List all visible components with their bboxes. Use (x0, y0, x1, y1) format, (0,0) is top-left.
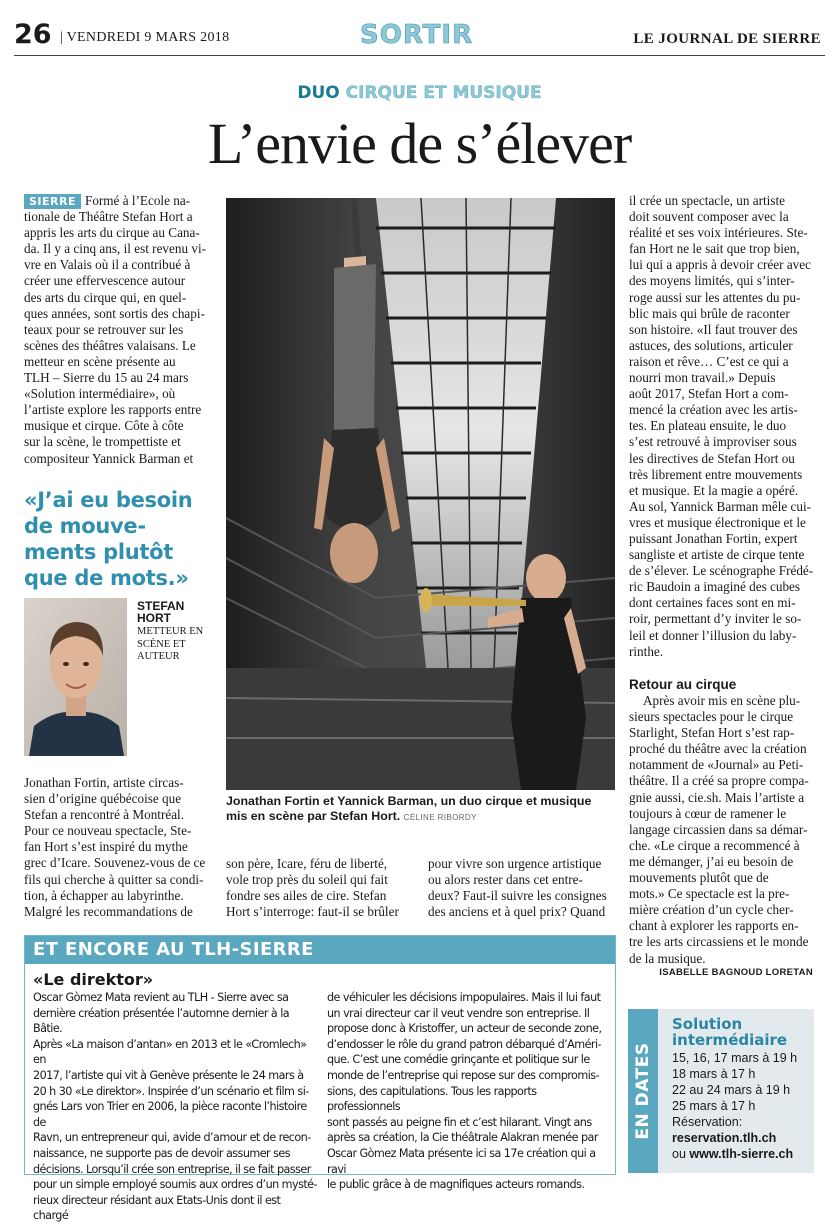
date-line: 18 mars à 17 h (672, 1067, 756, 1081)
body-line: Stefan a rencontré à Montréal. (24, 807, 185, 823)
body-line: des arts du cirque qui, en quel- (24, 289, 187, 305)
photo-caption (226, 794, 615, 825)
quote-line: ments plutôt (24, 540, 174, 564)
publication-name: LE JOURNAL DE SIERRE (633, 31, 821, 47)
reservation-link-alt: ou www.tlh-sierre.ch (672, 1147, 794, 1161)
body-line: tion, à échapper au labyrinthe. (24, 887, 184, 903)
body-line: toujours à cœur de ramener le (629, 805, 787, 821)
body-line: gnie aussi, cie.sh. Mais l’artiste a (629, 789, 805, 805)
body-line: sieurs spectacles pour le cirque (629, 709, 794, 725)
body-line: et musique. Et la magie a opéré. (629, 482, 799, 498)
article-column-1-continued (24, 775, 213, 920)
body-line: gnés Lars von Trier en 2006, la pièce raconte l’histoire de (33, 1100, 307, 1129)
body-line: proché du théâtre avec la création (629, 741, 807, 757)
body-line: l’artiste explore les rapports entre (24, 402, 202, 418)
body-line: mots.» Ce spectacle est la pre- (629, 886, 790, 902)
body-line: mencé la création avec les artis- (629, 402, 798, 418)
body-line: puissant Jonathan Fortin, expert (629, 530, 798, 546)
body-line: le public grâce à de magnifiques acteurs romands. (327, 1178, 585, 1192)
body-line: août 2017, Stefan Hort a com- (629, 386, 789, 402)
body-line: Oscar Gòmez Mata revient au TLH - Sierre avec sa (33, 991, 289, 1004)
body-line: leil et donner l’illusion du laby- (629, 627, 797, 643)
body-line: Hort s’interroge: faut-il se brûler (226, 904, 399, 920)
kicker-lead: DUO (297, 83, 340, 103)
body-line: tes. En plateau ensuite, le duo (629, 418, 787, 434)
body-line: rinthe. (629, 643, 664, 659)
quote-line: que de mots.» (24, 566, 189, 590)
body-line: tre les arts circassiens et le monde (629, 934, 809, 950)
body-line: musique et cirque. Côte à côte (24, 418, 184, 434)
body-line: teaux pour se retrouver sur les (24, 321, 184, 337)
body-line: «Solution intermédiaire», où (24, 386, 176, 402)
body-line: ou alors rester dans cet entre- (428, 872, 583, 888)
body-line: Starlight, Stefan Hort s’est rap- (629, 725, 795, 741)
body-line: les directives de Stefan Hort ou (629, 450, 795, 466)
body-line: me démanger, j’ai eu besoin de (629, 853, 794, 869)
body-line: che. «Le cirque a recommencé à (629, 837, 800, 853)
article-column-1 (24, 193, 213, 467)
caption-text: Jonathan Fortin et Yannick Barman, un duo cirque et musique mis en scène par Stefan Hort. (226, 794, 592, 823)
body-line: grec d’Icare. Souvenez-vous de ce (24, 855, 206, 871)
body-line: Au sol, Yannick Barman mêle cui- (629, 498, 812, 514)
body-line: deux? Faut-il suivre les consignes (428, 888, 607, 904)
date-line: 15, 16, 17 mars à 19 h (672, 1051, 798, 1065)
article-column-3 (428, 856, 615, 920)
article-column-4-continued (629, 693, 816, 967)
body-line: 2017, l’artiste qui vit à Genève présente le 24 mars à (33, 1068, 304, 1082)
body-line: réalité et ses voix intérieures. Ste- (629, 225, 808, 241)
body-line: monde de l’entreprise qui repose sur des compromis- (327, 1068, 600, 1082)
body-line: mouvements plutôt que de (629, 870, 769, 886)
headline: L’envie de s’élever (207, 111, 632, 176)
body-line: rieux directeur résidant aux Etats-Unis dont il est chargé (33, 1193, 281, 1223)
quote-line: «J’ai eu besoin (24, 488, 193, 512)
body-line: ques années, sont sortis des chapi- (24, 305, 205, 321)
body-line: TLH – Sierre du 15 au 24 mars (24, 370, 189, 386)
body-line: lui qui a appris à devoir créer avec (629, 257, 811, 273)
body-line: dont certaines faces sont en mi- (629, 595, 796, 611)
body-line: de s’élever. Le scénographe Frédé- (629, 563, 814, 579)
side-box-subtitle: «Le direktor» (33, 970, 154, 989)
body-line: des moyens limités, qui s’inter- (629, 273, 795, 289)
body-line: il crée un spectacle, un artiste (629, 193, 785, 208)
body-line: chant à explorer les rapports en- (629, 918, 799, 934)
article-column-4 (629, 193, 816, 660)
page-date: | VENDREDI 9 MARS 2018 (60, 30, 230, 45)
body-line: sions, des capitulations. Tous les rapports professionnels (327, 1084, 537, 1114)
side-box-column-1 (33, 990, 318, 1224)
body-line: roge aussi sur les attentes du pu- (629, 289, 801, 305)
body-line: son histoire. «Il faut trouver des (629, 321, 798, 337)
body-line: blic mais qui brûle de raconter (629, 305, 790, 321)
photo-credit: CÉLINE RIBORDY (403, 813, 477, 822)
reservation-link[interactable]: reservation.tlh.ch (672, 1131, 777, 1145)
body-line: vre en Valais où il a contribué à (24, 257, 191, 273)
kicker-rest: CIRQUE ET MUSIQUE (345, 83, 542, 103)
body-line: créer une effervescence autour (24, 273, 186, 289)
body-line: un vrai directeur car il veut vendre son entreprise. Il (327, 1006, 590, 1020)
body-line: s’est retrouvé à improviser sous (629, 434, 797, 450)
body-line: 20 h 30 «Le direktor». Inspirée d’un scénario et film si- (33, 1084, 309, 1098)
dates-title: Solution intermédiaire (672, 1015, 788, 1049)
dates-band-label: EN DATES (633, 1042, 653, 1140)
header-rule (14, 55, 825, 56)
pull-quote (24, 487, 214, 591)
body-line: astuces, des solutions, articuler (629, 337, 793, 353)
body-line: Après «La maison d’antan» en 2013 et le «Cromlech» en (33, 1037, 307, 1067)
article-column-2 (226, 856, 411, 920)
body-line: théâtre. Il a créé sa propre compa- (629, 773, 809, 789)
page-number: 26 (14, 19, 52, 50)
body-line: très librement entre mouvements (629, 466, 803, 482)
body-line: Malgré les recommandations de (24, 903, 193, 919)
body-line: de véhiculer les décisions impopulaires. Mais il lui faut (327, 991, 601, 1004)
side-box-title: ET ENCORE AU TLH-SIERRE (33, 939, 314, 960)
body-line: da. Il y a cinq ans, il est revenu vi- (24, 241, 207, 257)
body-line: Jonathan Fortin, artiste circas- (24, 775, 184, 790)
body-line: nourri mon travail.» Depuis (629, 370, 776, 386)
body-line: fan Hort ne le sait que trop bien, (629, 241, 800, 257)
body-line: sangliste et artiste de cirque tente (629, 547, 805, 563)
body-line: des anciens et à quel prix? Quand (428, 904, 606, 920)
body-line: Oscar Gòmez Mata présente ici sa 17e création qui a ravi (327, 1146, 596, 1176)
person-role: METTEUR EN SCÈNE ET AUTEUR (137, 626, 204, 662)
author-signature: ISABELLE BAGNOUD LORETAN (659, 967, 813, 978)
body-line: que. C’est une comédie grinçante et politique sur le (327, 1053, 590, 1067)
body-line: mière création d’un cycle cher- (629, 902, 794, 918)
body-line: sur la scène, le trompettiste et (24, 434, 181, 450)
body-line: Après avoir mis en scène plu- (643, 693, 801, 708)
body-line: roir, permettant d’y inviter le so- (629, 611, 802, 627)
body-line: raison et rêve… C’est ce qui a (629, 353, 789, 369)
website-link[interactable]: www.tlh-sierre.ch (689, 1147, 794, 1161)
body-line: après sa création, la Cie théâtrale Alakran menée par (327, 1131, 598, 1145)
subhead: Retour au cirque (629, 677, 737, 692)
body-line: pour un simple employé soumis aux ordres d’un mysté- (33, 1178, 318, 1192)
article-photo (226, 198, 615, 790)
body-line: doit souvent composer avec la (629, 209, 789, 225)
quote-line: de mouve- (24, 514, 146, 538)
section-title: SORTIR (360, 20, 474, 50)
body-line: sien d’origine québécoise que (24, 791, 182, 807)
body-line: Pour ce nouveau spectacle, Ste- (24, 823, 192, 839)
body-line: notamment de «Journal» au Peti- (629, 757, 804, 773)
body-line: vole trop près du soleil qui fait (226, 872, 388, 888)
body-line: langage circassien dans sa démar- (629, 821, 808, 837)
author-portrait (24, 598, 127, 756)
body-line: propose donc à Kristoffer, un acteur de seconde zone, (327, 1022, 602, 1036)
person-name: STEFAN HORT (137, 599, 185, 625)
body-line: Ravn, un entrepreneur qui, avide d’amour et de recon- (33, 1131, 311, 1145)
body-line: fils qui cherche à quitter sa condi- (24, 871, 204, 887)
side-box-column-2 (327, 990, 612, 1193)
body-line: ric Baudoin a imaginé des cubes (629, 579, 801, 595)
body-line: fan Hort s’est inspiré du mythe (24, 839, 188, 855)
body-line: décisions. Lorsqu’il crée son entreprise, il se fait passer (33, 1162, 311, 1176)
body-line: vres et musique électronique et le (629, 514, 806, 530)
body-line: compositeur Yannick Barman et (24, 450, 194, 466)
date-line: 22 au 24 mars à 19 h (672, 1083, 791, 1097)
body-line: scènes des théâtres valaisans. Le (24, 337, 196, 353)
body-line: appris les arts du cirque au Cana- (24, 225, 200, 241)
body-line: de la musique. (629, 950, 706, 966)
body-line: pour vivre son urgence artistique (428, 856, 602, 871)
reservation-label: Réservation: (672, 1115, 743, 1129)
body-line: metteur en scène présente au (24, 353, 176, 369)
body-line: son père, Icare, féru de liberté, (226, 856, 388, 871)
body-line: d’endosser le rôle du grand patron débarqué d’Améri- (327, 1037, 602, 1051)
body-line: SIERRE Formé à l’Ecole na- (24, 193, 213, 209)
body-line: dernière création présentée l’automne dernier à la Bâtie. (33, 1006, 290, 1036)
body-line: sont passés au peigne fin et c’est hilarant. Vingt ans (327, 1115, 592, 1129)
body-line: fondre ses ailes de cire. Stefan (226, 888, 387, 904)
date-line: 25 mars à 17 h (672, 1099, 756, 1113)
kicker (0, 83, 839, 103)
location-tag: SIERRE (24, 194, 81, 209)
body-line: tionale de Théâtre Stefan Hort a (24, 209, 193, 225)
body-line: naissance, ne supporte pas de devoir assumer ses (33, 1146, 291, 1160)
